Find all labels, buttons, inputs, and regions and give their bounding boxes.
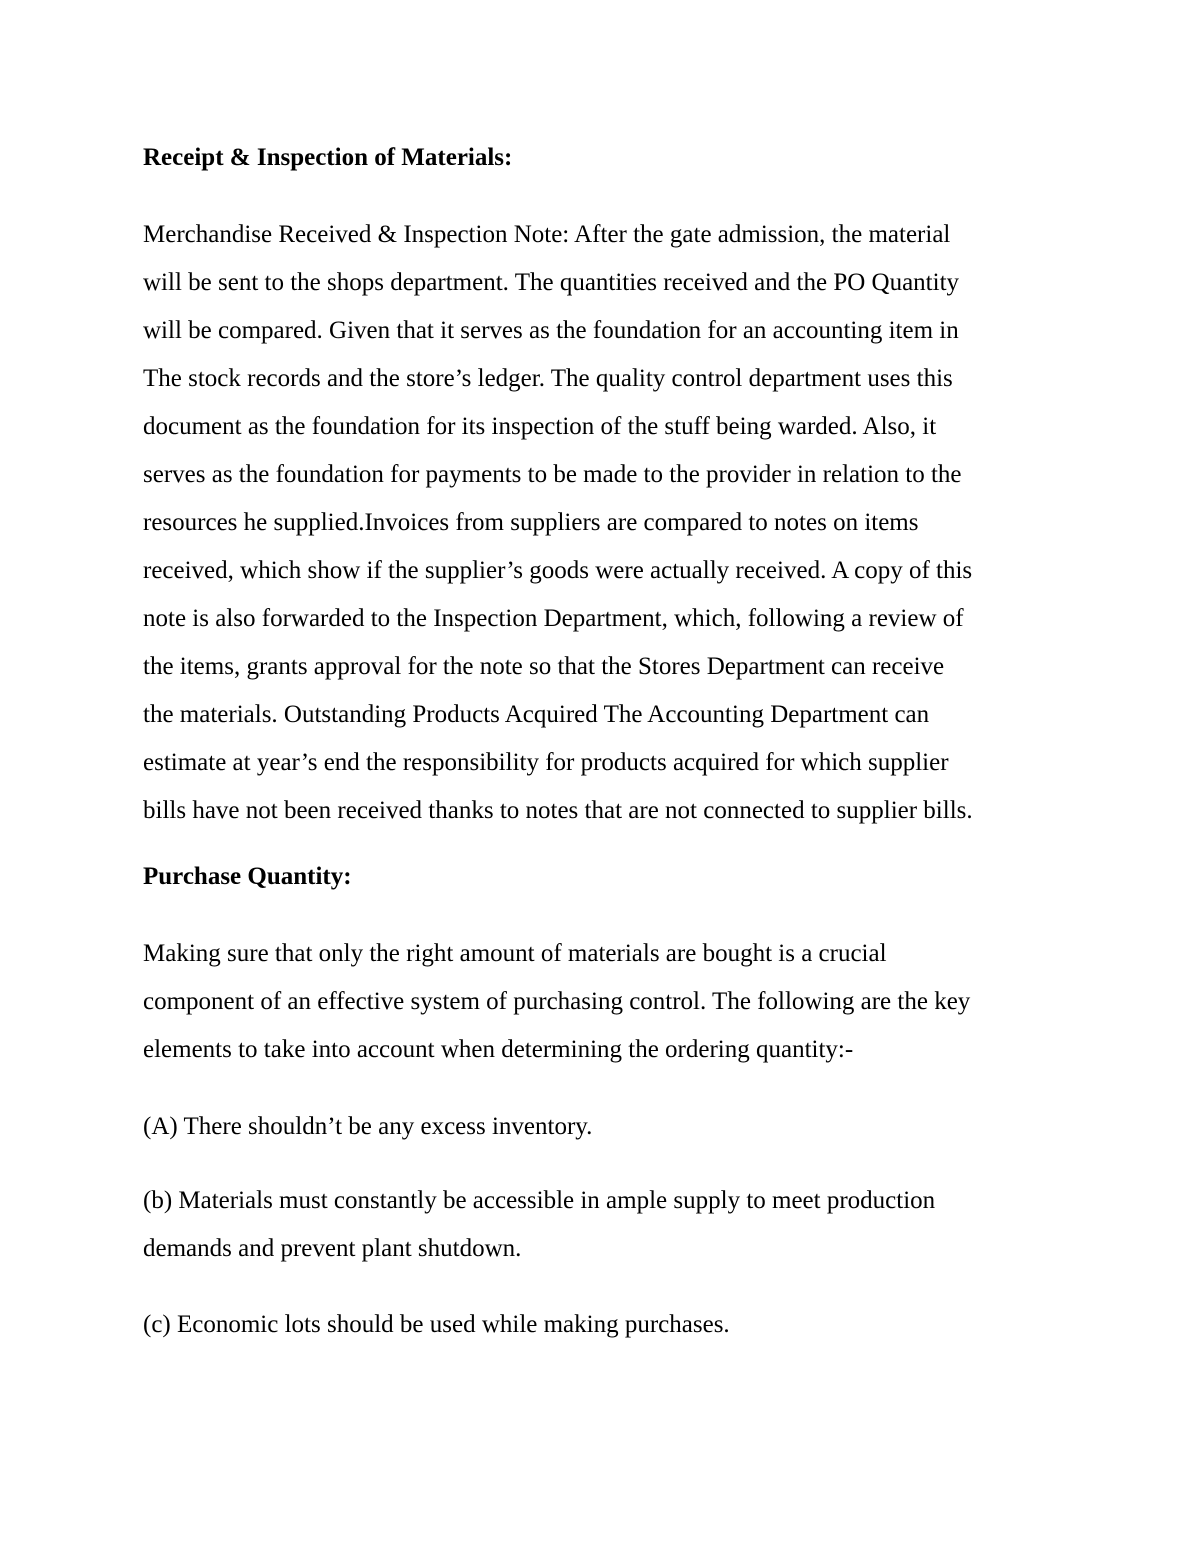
- paragraph-receipt-inspection: [143, 211, 1073, 835]
- heading-receipt-inspection: Receipt & Inspection of Materials:: [143, 144, 513, 171]
- text-line: The stock records and the store’s ledger. The quality control department uses this: [143, 365, 953, 392]
- heading-purchase-quantity: Purchase Quantity:: [143, 863, 352, 890]
- list-item-b: [143, 1177, 1073, 1273]
- text-line: note is also forwarded to the Inspection Department, which, following a review of: [143, 605, 964, 632]
- text-line: will be sent to the shops department. The quantities received and the PO Quantity: [143, 269, 960, 296]
- text-line: Making sure that only the right amount of materials are bought is a crucial: [143, 940, 887, 967]
- text-line: estimate at year’s end the responsibility for products acquired for which supplier: [143, 749, 949, 776]
- text-line: received, which show if the supplier’s goods were actually received. A copy of this: [143, 557, 973, 584]
- text-line: (c) Economic lots should be used while making purchases.: [143, 1311, 730, 1338]
- text-line: resources he supplied.Invoices from suppliers are compared to notes on items: [143, 509, 919, 536]
- text-line: demands and prevent plant shutdown.: [143, 1235, 522, 1262]
- text-line: (A) There shouldn’t be any excess inventory.: [143, 1113, 593, 1140]
- list-item-c: [143, 1301, 1073, 1349]
- text-line: the items, grants approval for the note so that the Stores Department can receive: [143, 653, 945, 680]
- text-line: the materials. Outstanding Products Acquired The Accounting Department can: [143, 701, 930, 728]
- text-line: serves as the foundation for payments to be made to the provider in relation to the: [143, 461, 962, 488]
- text-line: (b) Materials must constantly be accessible in ample supply to meet production: [143, 1187, 936, 1214]
- list-item-a: [143, 1103, 1073, 1151]
- text-line: Merchandise Received & Inspection Note: After the gate admission, the material: [143, 221, 951, 248]
- text-line: component of an effective system of purchasing control. The following are the key: [143, 988, 971, 1015]
- text-line: bills have not been received thanks to notes that are not connected to supplier bills.: [143, 797, 973, 824]
- text-line: elements to take into account when determining the ordering quantity:-: [143, 1036, 854, 1063]
- text-line: will be compared. Given that it serves as the foundation for an accounting item in: [143, 317, 959, 344]
- paragraph-purchase-quantity: [143, 930, 1073, 1074]
- text-line: document as the foundation for its inspection of the stuff being warded. Also, it: [143, 413, 937, 440]
